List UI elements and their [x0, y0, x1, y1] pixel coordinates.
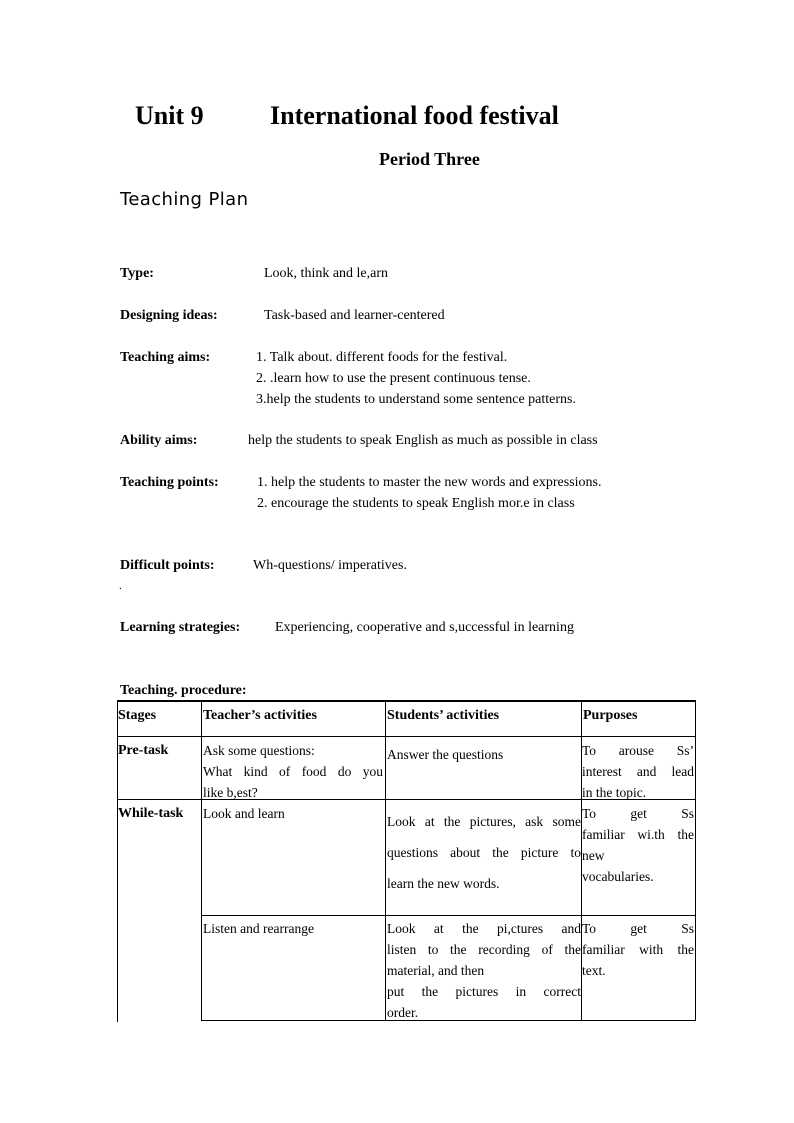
teaching-aim-3: 3.help the students to understand some sentence patterns. [256, 392, 576, 407]
header-student-activities: Students’ activities [387, 708, 500, 723]
teaching-procedure-label: Teaching. procedure: [120, 683, 247, 698]
ability-aims-value: help the students to speak English as much as possible in class [248, 433, 598, 448]
listen-rearrange-student-activity: Look at the pi,ctures and listen to the recording of the material, and then put the pictures in correct order. [387, 921, 581, 1020]
listen-rearrange-purpose: To get Ss familiar with the text. [582, 921, 694, 978]
stray-dot: . [119, 580, 122, 592]
ability-aims-label: Ability aims: [120, 433, 198, 448]
difficult-points-label: Difficult points: [120, 558, 215, 573]
look-and-learn-teacher-activity: Look and learn [203, 806, 285, 821]
unit-number: Unit 9 [135, 101, 204, 130]
pre-task-student-activity: Answer the questions [387, 747, 504, 762]
teaching-aims-label: Teaching aims: [120, 350, 211, 365]
page-title: International food festival [270, 101, 559, 130]
designing-ideas-label: Designing ideas: [120, 308, 218, 323]
header-purposes: Purposes [583, 708, 638, 723]
period-subtitle: Period Three [379, 149, 480, 169]
pre-task-teacher-activity: Ask some questions: What kind of food do you like b,est? [203, 743, 383, 800]
pre-task-purpose: To arouse Ss’ interest and lead in the topic. [582, 743, 694, 800]
teaching-plan-heading: Teaching Plan [120, 189, 249, 210]
type-label: Type: [120, 266, 154, 281]
difficult-points-value: Wh-questions/ imperatives. [253, 558, 407, 573]
stage-pre-task: Pre-task [118, 743, 169, 758]
learning-strategies-value: Experiencing, cooperative and s,uccessful in learning [275, 620, 574, 635]
header-teacher-activities: Teacher’s activities [203, 708, 317, 723]
teaching-point-2: 2. encourage the students to speak English mor.e in class [257, 496, 575, 511]
teaching-points-label: Teaching points: [120, 475, 219, 490]
procedure-table [117, 700, 696, 1022]
designing-ideas-value: Task-based and learner-centered [264, 308, 445, 323]
header-stages: Stages [118, 708, 157, 723]
learning-strategies-label: Learning strategies: [120, 620, 241, 635]
teaching-aim-2: 2. .learn how to use the present continuous tense. [256, 371, 531, 386]
type-value: Look, think and le,arn [264, 266, 389, 281]
teaching-point-1: 1. help the students to master the new words and expressions. [257, 475, 602, 490]
look-and-learn-student-activity: Look at the pictures, ask some questions about the picture to learn the new words. [387, 814, 581, 891]
teaching-aim-1: 1. Talk about. different foods for the festival. [256, 350, 508, 365]
listen-rearrange-teacher-activity: Listen and rearrange [203, 921, 314, 936]
look-and-learn-purpose: To get Ss familiar wi.th the new vocabularies. [582, 806, 694, 884]
stage-while-task: While-task [118, 806, 184, 821]
